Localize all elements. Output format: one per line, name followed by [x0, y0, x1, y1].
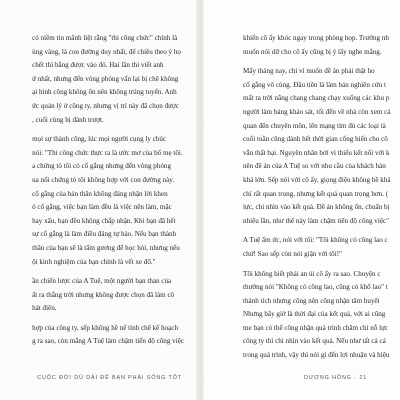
text-line: ất ra thắng trời nhưng không được chọn đã làm cô [32, 290, 175, 299]
text-line: Mấy tháng nay, chỉ vì muốn đề án phải thật ho [243, 67, 375, 76]
text-line: chứ! Sao sếp còn nói giận với tôi!" [243, 249, 342, 258]
text-line: mọi sự thành công, lúc mọi người cụng ly chúc [32, 135, 167, 144]
text-line: hay xấu, bạn đều không chấp nhận. Khi bạn đã hết [32, 216, 176, 225]
text-line: hợp của công ty, sếp không hề nể tình chế kế hoạch [32, 323, 179, 332]
paragraph [243, 32, 391, 59]
text-line: ứ nhất, nhưng đến vòng phỏng vấn lại bị chê không [32, 74, 179, 83]
book-gutter [196, 0, 204, 400]
text-line: vẫn thất bại. Nguyên nhân bởi vì thiếu kết nối với k [243, 148, 390, 157]
text-line: khiến cô ấy khóc ngay trong phòng họp. Trưởng nh [243, 34, 389, 42]
text-line: quan đến chuyên môn, lên mạng tìm đủ các loại tà [243, 121, 386, 130]
text-line: lực, chỉ nhìn vào kết quả. Đề án không ổn, chuẩn bị [243, 203, 390, 212]
paragraph [32, 133, 184, 269]
text-line: a chứng tỏ tôi có cố gắng nhưng đến vòng phỏng [32, 162, 171, 171]
text-line: ua nổi chứng tỏ tôi không hợp với con đường này. [32, 175, 175, 184]
left-page [0, 0, 196, 400]
text-line: Tôi không biết phải an ủi cô ấy ra sao. Chuyện c [243, 269, 381, 278]
text-line: chỉ rất quan trọng, nhưng kết quả quan trọng hơn. ( [243, 189, 389, 198]
text-line: , cuối cùng bị đánh trượt. [32, 115, 104, 124]
text-line: ần chiến lược của A Tuệ, một người bạn than của [32, 277, 172, 286]
text-line: người làm bảng khảo sát, tối đến về nhà còn xem cá [243, 107, 391, 116]
text-line: trong quá trình, vậy thì nói gì đến lợi nhuận và hiệu [243, 351, 390, 360]
text-line: muốn nói dữ cho cô ấy cũng bị ý lấy nghe mắng. [243, 47, 382, 56]
left-page-footer: CUỘC ĐỜI DÙ DÀI ĐẾ BẠN PHẢI SỐNG TỐT [37, 375, 182, 381]
text-line: ại hình công không ổn nên không trúng tuyển. Anh [32, 88, 177, 97]
text-line: nhiêu lần, như thế này làm chậm tiến độ công việc" [243, 216, 390, 225]
paragraph [32, 322, 184, 349]
text-line: cuối tuần cũng dành hết thời gian cống hiến cho cô [243, 135, 388, 144]
text-line: nói: "Thi công chức thực ra là ước mơ của bố mẹ tôi. [32, 148, 183, 157]
right-page [204, 0, 400, 400]
text-line: me bạn có thể công nhận quá trình chăm chỉ nỗ lực [243, 323, 389, 332]
text-line: ó cố gắng, việc bạn làm đều là việc nên làm, mặc [32, 203, 172, 212]
paragraph [243, 234, 391, 261]
text-line: A Tuệ ấm ức, nói với tôi: "Tôi không có công lao c [243, 236, 388, 245]
paragraph [32, 32, 184, 127]
paragraph [243, 65, 391, 228]
text-line: ội kinh nghiệm của bạn chính là vết xe đổ." [32, 257, 156, 266]
text-line: thường nói "Không có công lao, cũng có khổ lao" t [243, 283, 388, 292]
text-line: cố gắng của bản thân không đáng nhận lời khen [32, 189, 168, 198]
text-line: mất ra trời nắng chang chang chạy xuống các khu p [243, 94, 390, 103]
text-line: ủng vàng, là con đường duy nhất, để chiều theo ý họ [32, 47, 181, 56]
text-line: hát điên. [32, 304, 57, 313]
paragraph [243, 268, 391, 363]
text-line: thành tích nhưng công nên công nhận tâm huyết [243, 296, 380, 305]
text-line: g ra sao, còn mắng A Tuệ làm chậm tiến độ công việc [32, 337, 184, 346]
right-page-text [243, 32, 391, 363]
text-line: nên đề án của A Tuệ so với nhu cầu của khách hàn [243, 162, 386, 171]
text-line: khá lớn. Sếp nói với cô ấy, giọng điệu không hề khá [243, 175, 391, 184]
text-line: Nhưng bây giờ là thời đại của kết quả, với ai cũng [243, 310, 386, 319]
text-line: ức quản lý ở công ty, nhưng vị trí này đã chọn được [32, 101, 179, 110]
text-line: công ty thì chỉ nhìn vào kết quả. Nếu như tất cả cá [243, 337, 386, 346]
text-line: cố gắng vô cùng. Đầu tiên là làm bản nghiên cứu t [243, 80, 386, 89]
text-line: thân của bạn sẽ là tấm gương để học hỏi, nhưng nếu [32, 243, 180, 252]
text-line: chết thi bằng được vào đó. Hai lần thi viết anh [32, 61, 164, 70]
right-page-footer: DƯƠNG HỒNG · 21 [304, 375, 368, 381]
text-line: sự cố gắng là làm điều đáng tự hào. Nếu bạn thành [32, 230, 177, 239]
paragraph [32, 275, 184, 316]
text-line: có niềm tin mãnh liệt rằng "thi công chức" chính là [32, 34, 178, 42]
left-page-text [32, 32, 184, 349]
